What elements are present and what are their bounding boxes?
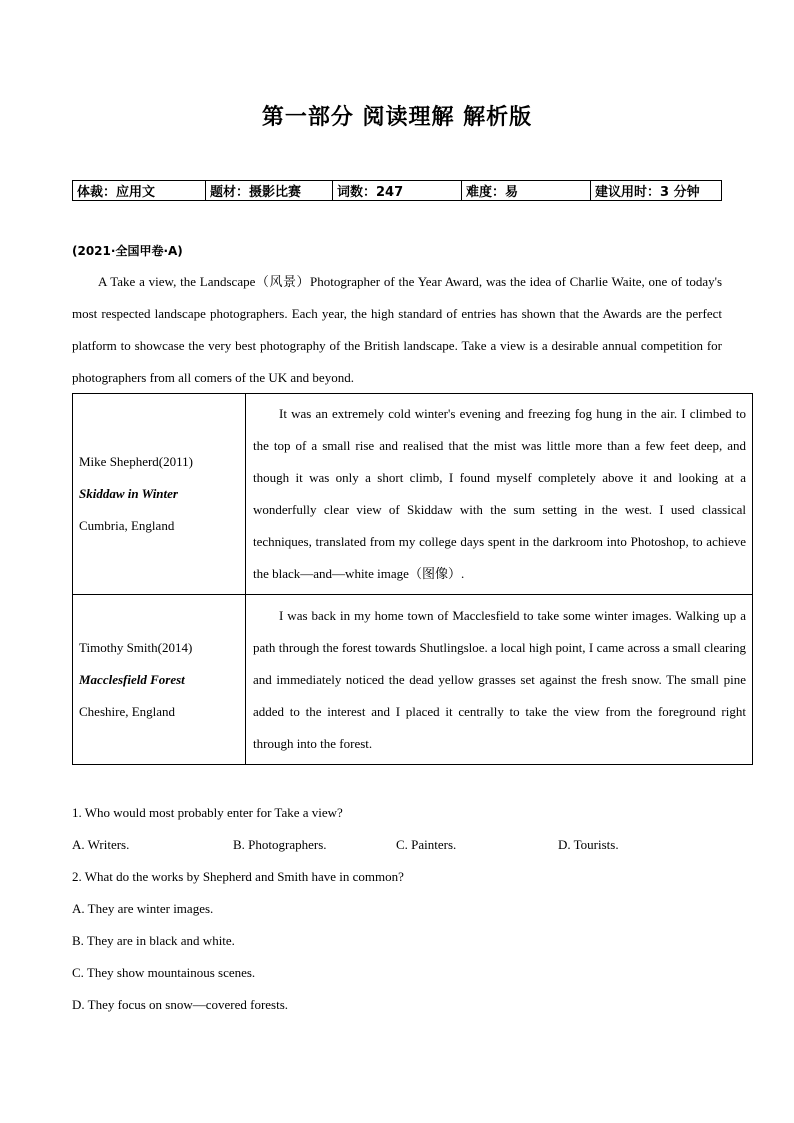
work-row bbox=[73, 595, 753, 765]
page-title: 第一部分 阅读理解 解析版 bbox=[261, 105, 533, 130]
work-title: Skiddaw in Winter bbox=[79, 486, 178, 501]
work-description: It was an extremely cold winter's evening and freezing fog hung in the air. I climbed to the top of a small rise and realised that the mist was little more than a few feet deep, and though it was only a short climb, I found myself completely above it and looking at a wonderfully clear view of Skiddaw with the sum setting in the west. I used classical techniques, translated from my college days spent in the darkroom into Photoshop, to achieve the black—and—white image（图像）. bbox=[253, 406, 746, 581]
work-row bbox=[73, 394, 753, 595]
option-b: B. Photographers. bbox=[233, 837, 327, 852]
info-topic: 题材：摄影比赛 bbox=[206, 181, 333, 201]
info-style: 体裁：应用文 bbox=[73, 181, 206, 201]
work-title: Macclesfield Forest bbox=[79, 671, 185, 687]
work-description-cell bbox=[246, 394, 753, 595]
options-row bbox=[72, 829, 753, 861]
question-stem: 2. What do the works by Shepherd and Smith have in common? bbox=[72, 869, 404, 884]
option-b: B. They are in black and white. bbox=[72, 933, 235, 948]
questions-section bbox=[72, 797, 753, 1021]
info-difficulty: 难度：易 bbox=[462, 181, 591, 201]
work-description-cell bbox=[246, 595, 753, 765]
intro-text: A Take a view, the Landscape（风景）Photographer of the Year Award, was the idea of Charlie Waite, one of today's most respected landscape photographers. Each year, the high standard of entries has shown that the Awards are the perfect platform to showcase the very best photography of the British landscape. Take a view is a desirable annual competition for photographers from all comers of the UK and beyond. bbox=[72, 274, 722, 385]
info-table bbox=[72, 180, 722, 201]
intro-paragraph bbox=[72, 266, 722, 394]
work-location: Cheshire, England bbox=[79, 703, 176, 719]
option-c: C. They show mountainous scenes. bbox=[72, 965, 256, 980]
works-table bbox=[72, 393, 753, 765]
option-a: A. They are winter images. bbox=[72, 901, 214, 916]
option-d: D. Tourists. bbox=[558, 837, 619, 852]
work-description: I was back in my home town of Macclesfield to take some winter images. Walking up a path through the forest towards Shutlingsloe. a local high point, I came across a small clearing and immediately noticed the dead yellow grasses set against the fresh snow. The small pine added to the interest and I placed it centrally to take the view from the foreground right through into the forest. bbox=[253, 607, 746, 751]
info-row bbox=[73, 181, 722, 201]
option-a: A. Writers. bbox=[72, 837, 130, 852]
work-info-cell bbox=[73, 595, 246, 765]
work-location: Cumbria, England bbox=[79, 518, 175, 533]
option-d: D. They focus on snow—covered forests. bbox=[72, 997, 289, 1012]
work-author: Timothy Smith(2014) bbox=[79, 639, 193, 655]
work-info-cell bbox=[73, 394, 246, 595]
info-suggested-time: 建议用时：3 分钟 bbox=[591, 181, 722, 201]
source-label: (2021·全国甲卷·A) bbox=[72, 244, 183, 258]
info-word-count: 词数：247 bbox=[333, 181, 462, 201]
option-c: C. Painters. bbox=[396, 837, 457, 852]
question-stem: 1. Who would most probably enter for Take a view? bbox=[72, 805, 343, 820]
work-author: Mike Shepherd(2011) bbox=[79, 454, 193, 469]
